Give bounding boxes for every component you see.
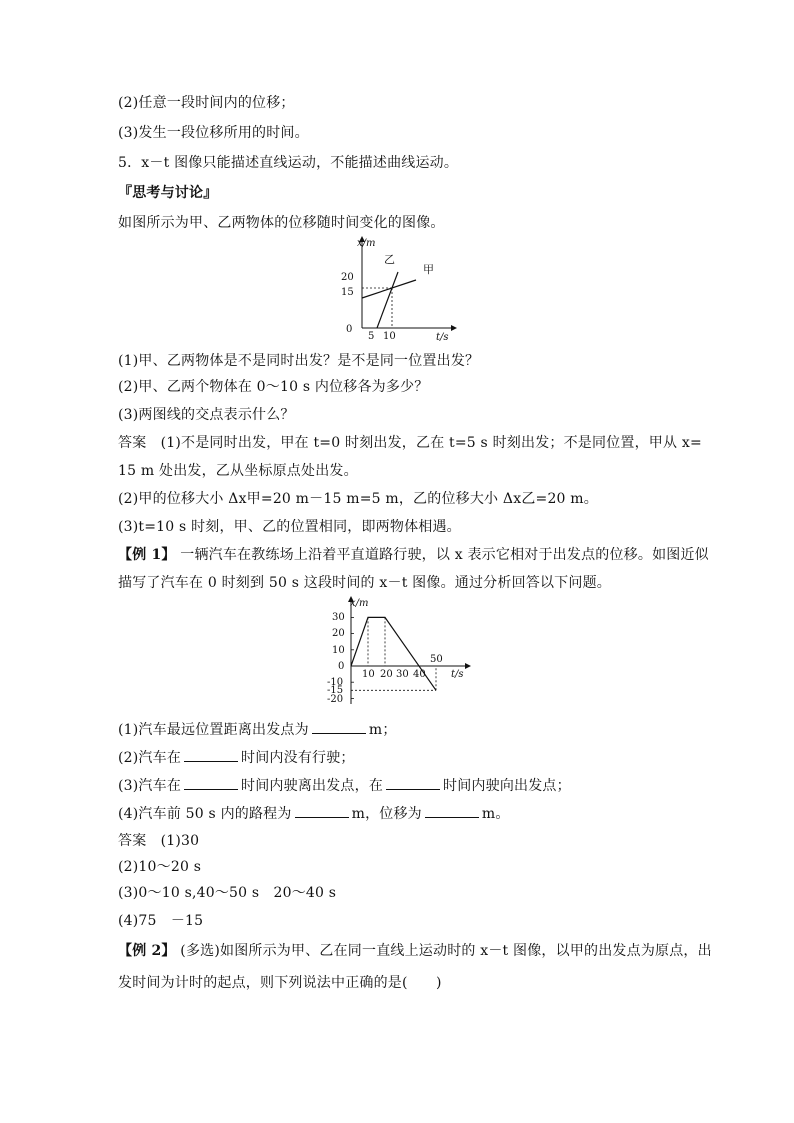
text: 时间内驶向出发点；	[443, 778, 571, 794]
chart-2-tick-y-0: 0	[338, 661, 345, 672]
chart-2	[320, 596, 480, 714]
chart-1-tick-x-5: 5	[368, 331, 375, 342]
answer-line: (2)10～20 s	[118, 859, 202, 875]
chart-2-tick-y-m20: -20	[327, 694, 344, 705]
answer-line: 答案 (1)30	[118, 833, 200, 849]
chart-2-tick-x-30: 30	[396, 669, 409, 680]
answer-line: (3)0～10 s,40～50 s 20～40 s	[118, 885, 337, 901]
text-line: 发时间为计时的起点，则下列说法中正确的是( )	[118, 975, 442, 991]
chart-2-tick-x-20: 20	[380, 669, 393, 680]
text: (1)汽车最远位置距离出发点为	[118, 722, 309, 738]
chart-2-tick-x-10: 10	[362, 669, 375, 680]
question-line: (3)两图线的交点表示什么？	[118, 407, 295, 423]
text-line: 描写了汽车在 0 时刻到 50 s 这段时间的 x－t 图像。通过分析回答以下问题。	[118, 575, 611, 591]
chart-2-tick-y-m15: -15	[327, 685, 344, 696]
answer-blank[interactable]	[295, 804, 349, 818]
chart-2-tick-y-10: 10	[332, 645, 345, 656]
answer-blank[interactable]	[425, 804, 479, 818]
chart-2-ylabel: x/m	[350, 598, 369, 609]
answer-blank[interactable]	[386, 776, 440, 790]
text-line: 5．x－t 图像只能描述直线运动，不能描述曲线运动。	[118, 155, 459, 171]
chart-1-tick-y-15: 15	[341, 287, 354, 298]
question-line: (2)甲、乙两个物体在 0～10 s 内位移各为多少？	[118, 379, 429, 395]
text-line: 如图所示为甲、乙两物体的位移随时间变化的图像。	[118, 215, 445, 231]
chart-2-tick-y-30: 30	[332, 612, 345, 623]
text-line: (2)任意一段时间内的位移；	[118, 95, 295, 111]
x-axis-arrow	[451, 325, 457, 331]
chart-2-tick-y-m10: -10	[327, 677, 344, 688]
chart-2-tick-x-40: 40	[413, 669, 426, 680]
chart-1	[335, 236, 460, 346]
example-1-intro	[118, 546, 709, 564]
chart-1-tick-y-0: 0	[346, 324, 353, 335]
chart-2-xlabel: t/s	[451, 669, 464, 680]
chart-1-plot	[359, 236, 457, 331]
example-text: 一辆汽车在教练场上沿着平直道路行驶，以 x 表示它相对于出发点的位移。如图近似	[180, 547, 709, 563]
text: 时间内没有行驶；	[241, 750, 355, 766]
question-line: (1)甲、乙两物体是不是同时出发？是不是同一位置出发？	[118, 353, 480, 369]
answer-blank[interactable]	[312, 720, 366, 734]
answer-blank[interactable]	[184, 748, 238, 762]
text: (2)汽车在	[118, 750, 182, 766]
answer-line: (4)75 －15	[118, 913, 204, 929]
text: (4)汽车前 50 s 内的路程为	[118, 806, 292, 822]
text: 时间内驶离出发点，在	[241, 778, 384, 794]
chart-1-tick-y-20: 20	[341, 272, 354, 283]
text: m。	[481, 806, 510, 822]
text: (3)汽车在	[118, 778, 182, 794]
text: m；	[368, 722, 397, 738]
answer-line: (2)甲的位移大小 Δx甲=20 m－15 m=5 m，乙的位移大小 Δx乙=20 m。	[118, 491, 598, 507]
example-tag: 【例 1】	[118, 547, 176, 563]
chart-2-tick-y-20: 20	[332, 628, 345, 639]
example-2-intro	[118, 942, 712, 960]
text: m，位移为	[351, 806, 422, 822]
chart-1-series-label-yi: 乙	[384, 253, 395, 266]
answer-line: (3)t=10 s 时刻，甲、乙的位置相同，即两物体相遇。	[118, 519, 461, 535]
x-axis-arrow	[465, 663, 471, 669]
series-line-1	[377, 272, 398, 328]
chart-1-xlabel: t/s	[436, 332, 449, 343]
fill-blank-2	[118, 748, 355, 767]
fill-blank-1	[118, 720, 397, 739]
fill-blank-3	[118, 776, 571, 795]
chart-2-plot	[348, 596, 471, 704]
answer-line: 答案 (1)不是同时出发，甲在 t=0 时刻出发，乙在 t=5 s 时刻出发；不是同位置，甲从 x=	[118, 435, 702, 451]
answer-blank[interactable]	[184, 776, 238, 790]
chart-2-tick-x-50: 50	[430, 654, 443, 665]
answer-line: 15 m 处出发，乙从坐标原点处出发。	[118, 463, 358, 479]
chart-1-series-label-jia: 甲	[423, 263, 434, 276]
section-heading: 『思考与讨论』	[118, 185, 218, 201]
example-tag: 【例 2】	[118, 943, 176, 959]
chart-1-ylabel: x/m	[357, 238, 376, 249]
chart-1-tick-x-10: 10	[383, 331, 396, 342]
text-line: (3)发生一段位移所用的时间。	[118, 125, 309, 141]
fill-blank-4	[118, 804, 510, 823]
example-text: (多选)如图所示为甲、乙在同一直线上运动时的 x－t 图像，以甲的出发点为原点，出	[180, 943, 712, 959]
